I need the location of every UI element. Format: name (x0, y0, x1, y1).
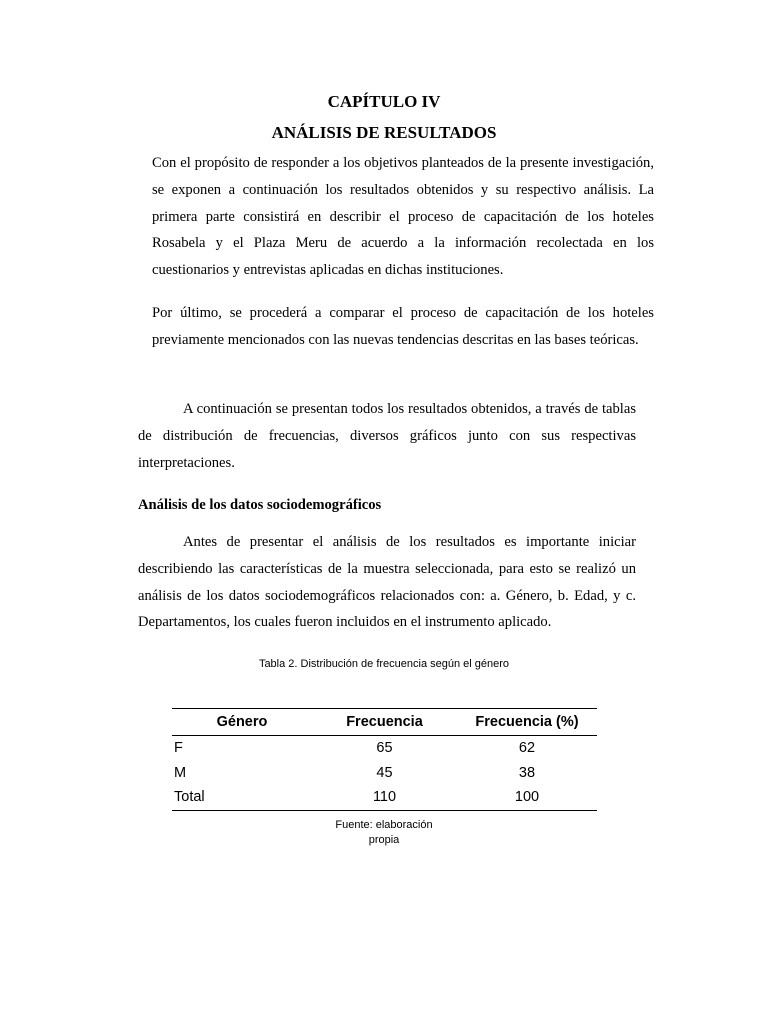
cell-frecuencia: 45 (376, 764, 393, 781)
chapter-heading: CAPÍTULO IV (327, 92, 441, 111)
header-frecuencia: Frecuencia (312, 709, 457, 736)
frequency-table (172, 708, 597, 811)
table-row (172, 736, 597, 761)
table-row (172, 761, 597, 786)
cell-frecuencia-pct: 38 (518, 764, 536, 781)
chapter-title: ANÁLISIS DE RESULTADOS (271, 123, 497, 142)
table-source (324, 818, 444, 848)
intro-paragraph: Con el propósito de responder a los objetivos planteados de la presente investigación, se exponen a continuación los resultados obtenidos y su respectivo análisis. La primera parte consistirá en describir el proceso de capacitación de los hoteles Rosabela y el Plaza Meru de acuerdo a la información recolectada en los cuestionarios y entrevistas aplicadas en dichas instituciones. (152, 155, 654, 279)
header-frecuencia-pct: Frecuencia (%) (457, 709, 597, 736)
comparison-paragraph: Por último, se procederá a comparar el proceso de capacitación de los hoteles previamente mencionados con las nuevas tendencias descritas en las bases teóricas. (152, 305, 654, 348)
cell-genero: F (174, 740, 183, 757)
table-row-total (172, 785, 597, 810)
cell-frecuencia-pct: 62 (518, 740, 536, 757)
table-source-line-2: propia (368, 834, 400, 846)
cell-genero: Total (174, 789, 205, 806)
cell-frecuencia: 65 (376, 740, 393, 757)
header-genero: Género (172, 709, 312, 736)
sociodemographic-paragraph: Antes de presentar el análisis de los resultados es importante iniciar describiendo las características de la muestra seleccionada, para esto se realizó un análisis de los datos sociodemográficos relacionados con: a. Género, b. Edad, y c. Departamentos, los cuales fueron incluidos en el instrumento aplicado. (138, 534, 636, 631)
section-heading: Análisis de los datos sociodemográficos (138, 497, 382, 513)
cell-frecuencia-pct: 100 (514, 789, 540, 806)
table-source-line-1: Fuente: elaboración (335, 819, 433, 831)
cell-frecuencia: 110 (372, 789, 397, 806)
table-header-row (172, 709, 597, 736)
table-caption: Tabla 2. Distribución de frecuencia según el género (258, 658, 510, 670)
results-paragraph: A continuación se presentan todos los resultados obtenidos, a través de tablas de distribución de frecuencias, diversos gráficos junto con sus respectivas interpretaciones. (138, 401, 636, 471)
cell-genero: M (174, 764, 187, 781)
